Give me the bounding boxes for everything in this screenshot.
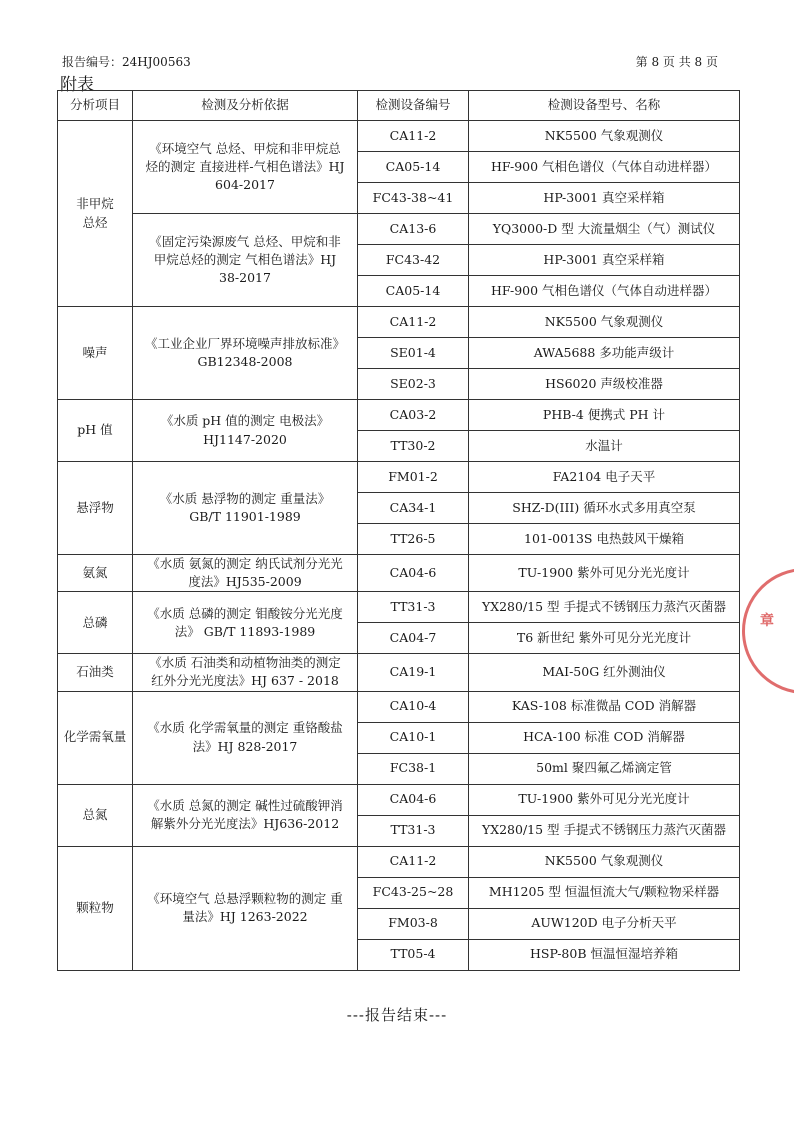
header-equipment-name: 检测设备型号、名称 [469, 91, 740, 121]
analysis-item: 总氮 [58, 784, 133, 846]
equipment-name: YX280/15 型 手提式不锈钢压力蒸汽灭菌器 [469, 815, 740, 846]
equipment-code: CA10-4 [358, 691, 469, 722]
analysis-item: 化学需氧量 [58, 691, 133, 784]
equipment-name: YX280/15 型 手提式不锈钢压力蒸汽灭菌器 [469, 592, 740, 623]
equipment-code: FC38-1 [358, 753, 469, 784]
method-basis: 《水质 悬浮物的测定 重量法》GB/T 11901-1989 [133, 462, 358, 555]
equipment-code: CA11-2 [358, 307, 469, 338]
analysis-item: pH 值 [58, 400, 133, 462]
equipment-code: CA03-2 [358, 400, 469, 431]
table-row [58, 307, 740, 338]
equipment-code: CA04-6 [358, 555, 469, 592]
appendix-title: 附表 [60, 75, 94, 95]
equipment-name: HCA-100 标准 COD 消解器 [469, 722, 740, 753]
equipment-name: MAI-50G 红外测油仪 [469, 654, 740, 691]
equipment-name: AUW120D 电子分析天平 [469, 908, 740, 939]
method-basis: 《水质 pH 值的测定 电极法》HJ1147-2020 [133, 400, 358, 462]
method-basis: 《环境空气 总悬浮颗粒物的测定 重量法》HJ 1263-2022 [133, 846, 358, 970]
red-seal-stamp [742, 568, 794, 694]
equipment-name: PHB-4 便携式 PH 计 [469, 400, 740, 431]
method-basis: 《水质 石油类和动植物油类的测定 红外分光光度法》HJ 637 - 2018 [133, 654, 358, 691]
equipment-code: CA04-6 [358, 784, 469, 815]
equipment-code: FM01-2 [358, 462, 469, 493]
equipment-name: HP-3001 真空采样箱 [469, 183, 740, 214]
equipment-code: FC43-42 [358, 245, 469, 276]
method-basis: 《固定污染源废气 总烃、甲烷和非甲烷总烃的测定 气相色谱法》HJ 38-2017 [133, 214, 358, 307]
equipment-name: 50ml 聚四氟乙烯滴定管 [469, 753, 740, 784]
equipment-name: SHZ-D(III) 循环水式多用真空泵 [469, 493, 740, 524]
equipment-code: CA10-1 [358, 722, 469, 753]
equipment-code: FC43-25~28 [358, 877, 469, 908]
equipment-code: TT31-3 [358, 815, 469, 846]
table-row [58, 654, 740, 691]
header-item: 分析项目 [58, 91, 133, 121]
table-row [58, 214, 740, 245]
equipment-name: YQ3000-D 型 大流量烟尘（气）测试仪 [469, 214, 740, 245]
equipment-code: CA19-1 [358, 654, 469, 691]
table-row [58, 462, 740, 493]
equipment-name: T6 新世纪 紫外可见分光光度计 [469, 623, 740, 654]
equipment-table [57, 90, 740, 971]
table-row [58, 121, 740, 152]
equipment-name: AWA5688 多功能声级计 [469, 338, 740, 369]
method-basis: 《水质 化学需氧量的测定 重铬酸盐法》HJ 828-2017 [133, 691, 358, 784]
table-row [58, 846, 740, 877]
seal-text: 章 [760, 613, 774, 629]
table-header-row [58, 91, 740, 121]
analysis-item: 非甲烷总烃 [58, 121, 133, 307]
equipment-name: TU-1900 紫外可见分光光度计 [469, 784, 740, 815]
equipment-name: MH1205 型 恒温恒流大气/颗粒物采样器 [469, 877, 740, 908]
equipment-code: CA04-7 [358, 623, 469, 654]
equipment-code: TT05-4 [358, 939, 469, 970]
equipment-code: SE02-3 [358, 369, 469, 400]
report-number: 报告编号：24HJ00563 [62, 55, 191, 69]
method-basis: 《水质 氨氮的测定 纳氏试剂分光光度法》HJ535-2009 [133, 555, 358, 592]
page-info: 第 8 页 共 8 页 [635, 55, 718, 69]
header-equipment-code: 检测设备编号 [358, 91, 469, 121]
equipment-code: TT31-3 [358, 592, 469, 623]
equipment-name: KAS-108 标准微晶 COD 消解器 [469, 691, 740, 722]
method-basis: 《水质 总磷的测定 钼酸铵分光光度法》 GB/T 11893-1989 [133, 592, 358, 654]
equipment-code: CA05-14 [358, 276, 469, 307]
equipment-name: HSP-80B 恒温恒湿培养箱 [469, 939, 740, 970]
equipment-name: HF-900 气相色谱仪（气体自动进样器） [469, 152, 740, 183]
header-basis: 检测及分析依据 [133, 91, 358, 121]
equipment-code: FC43-38~41 [358, 183, 469, 214]
equipment-name: NK5500 气象观测仪 [469, 307, 740, 338]
table-row [58, 691, 740, 722]
equipment-name: HP-3001 真空采样箱 [469, 245, 740, 276]
analysis-item: 噪声 [58, 307, 133, 400]
method-basis: 《工业企业厂界环境噪声排放标准》GB12348-2008 [133, 307, 358, 400]
analysis-item: 颗粒物 [58, 846, 133, 970]
table-row [58, 592, 740, 623]
equipment-name: NK5500 气象观测仪 [469, 846, 740, 877]
analysis-item: 氨氮 [58, 555, 133, 592]
equipment-code: TT26-5 [358, 524, 469, 555]
equipment-code: FM03-8 [358, 908, 469, 939]
equipment-code: CA13-6 [358, 214, 469, 245]
equipment-name: HF-900 气相色谱仪（气体自动进样器） [469, 276, 740, 307]
equipment-code: CA34-1 [358, 493, 469, 524]
method-basis: 《环境空气 总烃、甲烷和非甲烷总烃的测定 直接进样-气相色谱法》HJ 604-2017 [133, 121, 358, 214]
equipment-name: 101-0013S 电热鼓风干燥箱 [469, 524, 740, 555]
table-row [58, 400, 740, 431]
equipment-name: HS6020 声级校准器 [469, 369, 740, 400]
table-body [58, 121, 740, 971]
equipment-name: TU-1900 紫外可见分光光度计 [469, 555, 740, 592]
analysis-item: 石油类 [58, 654, 133, 691]
equipment-code: CA11-2 [358, 121, 469, 152]
equipment-name: 水温计 [469, 431, 740, 462]
analysis-item: 悬浮物 [58, 462, 133, 555]
equipment-code: SE01-4 [358, 338, 469, 369]
analysis-item: 总磷 [58, 592, 133, 654]
report-end: ---报告结束--- [346, 1006, 448, 1024]
table-row [58, 555, 740, 592]
equipment-name: FA2104 电子天平 [469, 462, 740, 493]
equipment-name: NK5500 气象观测仪 [469, 121, 740, 152]
equipment-code: CA05-14 [358, 152, 469, 183]
equipment-code: TT30-2 [358, 431, 469, 462]
table-row [58, 784, 740, 815]
method-basis: 《水质 总氮的测定 碱性过硫酸钾消解紫外分光光度法》HJ636-2012 [133, 784, 358, 846]
equipment-code: CA11-2 [358, 846, 469, 877]
